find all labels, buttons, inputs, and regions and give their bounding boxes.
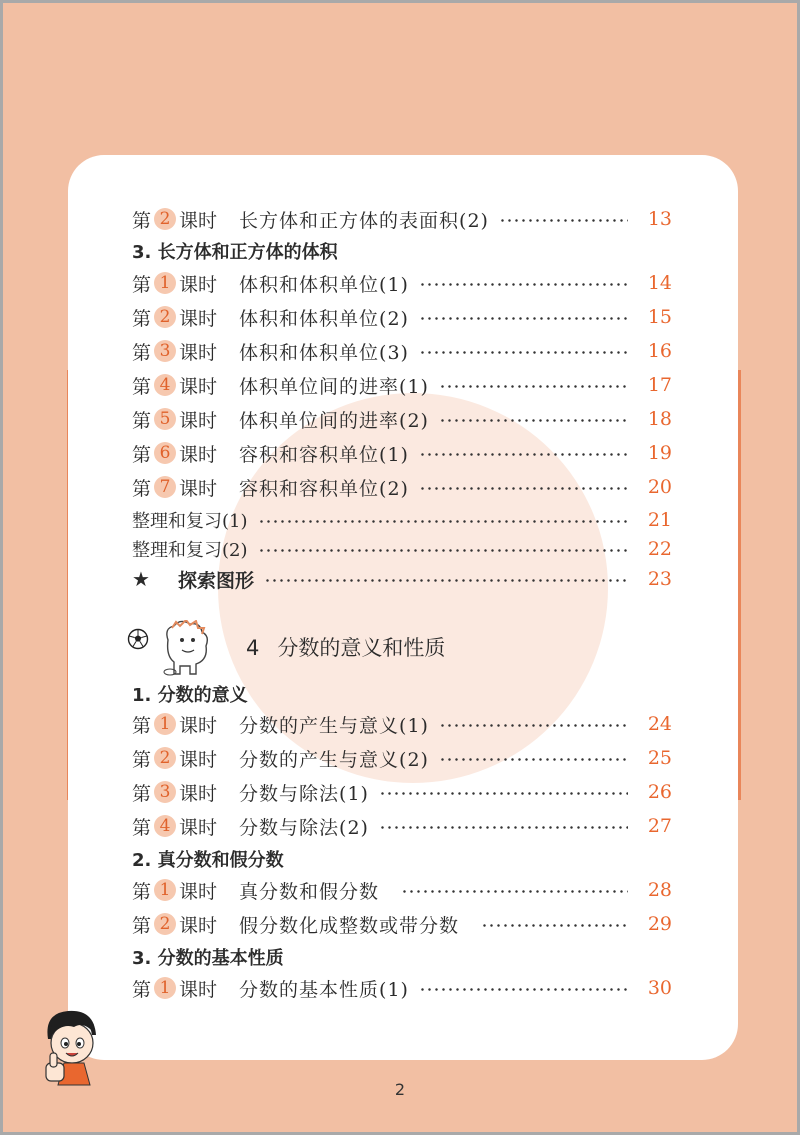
leader-dots [419,351,628,354]
lesson-number-badge: 6 [154,442,176,464]
toc-entry[interactable] [132,709,672,739]
entry-prefix: 第 [132,307,152,330]
entry-page: 23 [647,568,672,590]
lesson-number-badge: 4 [154,815,176,837]
toc-entry[interactable] [132,777,672,807]
entry-page: 17 [647,374,672,396]
entry-prefix: 第 [132,443,152,466]
leader-dots [379,826,628,829]
entry-unit: 课时 [179,477,218,500]
entry-prefix: 第 [132,375,152,398]
entry-page: 22 [647,538,672,560]
toc-entry[interactable] [132,268,672,298]
entry-page: 20 [647,476,672,498]
toc-entry[interactable] [132,472,672,502]
leader-dots [419,988,628,991]
toc-entry[interactable] [132,302,672,332]
entry-title: 体积和体积单位(1) [239,273,409,296]
entry-title: 体积单位间的进率(2) [239,409,429,432]
dinosaur-mascot-icon [160,620,216,678]
toc-entry[interactable] [132,973,672,1003]
lesson-number-badge: 1 [154,879,176,901]
lesson-number-badge: 2 [154,306,176,328]
entry-title: 分数与除法(2) [239,816,369,839]
unit-heading [246,632,463,662]
entry-unit: 课时 [179,816,218,839]
lesson-number-badge: 3 [154,781,176,803]
section-heading: 2. 真分数和假分数 [132,850,284,871]
toc-entry[interactable] [132,204,672,234]
leader-dots [439,724,628,727]
toc-entry-review[interactable] [132,534,672,564]
entry-prefix: 第 [132,880,152,903]
section-heading: 1. 分数的意义 [132,685,248,706]
entry-title: 体积和体积单位(2) [239,307,409,330]
entry-title: 容积和容积单位(1) [239,443,409,466]
entry-page: 15 [647,306,672,328]
entry-unit: 课时 [179,409,218,432]
page-number: 2 [394,1080,406,1099]
entry-unit: 课时 [179,341,218,364]
entry-unit: 课时 [179,978,218,1001]
boy-thumbs-up-icon [38,1005,108,1087]
entry-prefix: 第 [132,341,152,364]
soccer-ball-icon [127,628,149,650]
entry-page: 19 [647,442,672,464]
toc-entry[interactable] [132,743,672,773]
entry-page: 25 [647,747,672,769]
section-heading: 3. 长方体和正方体的体积 [132,242,338,263]
entry-title: 容积和容积单位(2) [239,477,409,500]
entry-page: 30 [647,977,672,999]
entry-unit: 课时 [179,307,218,330]
entry-title: 长方体和正方体的表面积(2) [239,209,489,232]
entry-title: 探索图形 [178,569,255,592]
leader-dots [379,792,628,795]
toc-entry[interactable] [132,336,672,366]
toc-entry[interactable] [132,438,672,468]
entry-unit: 课时 [179,880,218,903]
entry-unit: 课时 [179,443,218,466]
toc-entry[interactable] [132,909,672,939]
entry-page: 14 [647,272,672,294]
section-heading: 3. 分数的基本性质 [132,948,284,969]
lesson-number-badge: 1 [154,713,176,735]
toc-entry[interactable] [132,811,672,841]
leader-dots [419,453,628,456]
entry-page: 26 [647,781,672,803]
entry-page: 13 [647,208,672,230]
leader-dots [419,283,628,286]
leader-dots [419,317,628,320]
entry-prefix: 第 [132,273,152,296]
lesson-number-badge: 7 [154,476,176,498]
lesson-number-badge: 1 [154,272,176,294]
entry-prefix: 第 [132,409,152,432]
lesson-number-badge: 3 [154,340,176,362]
lesson-number-badge: 4 [154,374,176,396]
entry-unit: 课时 [179,273,218,296]
entry-title: 分数的产生与意义(2) [239,748,429,771]
entry-prefix: 第 [132,714,152,737]
toc-entry[interactable] [132,875,672,905]
entry-unit: 课时 [179,714,218,737]
entry-prefix: 第 [132,914,152,937]
entry-unit: 课时 [179,914,218,937]
entry-prefix: 第 [132,477,152,500]
leader-dots [439,758,628,761]
leader-dots [258,520,629,523]
entry-page: 18 [647,408,672,430]
toc-entry-review[interactable] [132,505,672,535]
lesson-number-badge: 2 [154,913,176,935]
entry-unit: 课时 [179,782,218,805]
entry-prefix: 第 [132,782,152,805]
toc-entry[interactable] [132,370,672,400]
entry-title: 真分数和假分数 [239,880,380,903]
entry-page: 24 [647,713,672,735]
entry-page: 28 [647,879,672,901]
leader-dots [419,487,628,490]
toc-entry[interactable] [132,404,672,434]
entry-prefix: 第 [132,748,152,771]
entry-page: 27 [647,815,672,837]
entry-unit: 课时 [179,375,218,398]
leader-dots [439,385,628,388]
leader-dots [481,924,628,927]
entry-unit: 课时 [179,209,218,232]
entry-unit: 课时 [179,748,218,771]
entry-title: 体积单位间的进率(1) [239,375,429,398]
leader-dots [401,890,628,893]
unit-number: 4 [246,636,260,660]
entry-page: 29 [647,913,672,935]
lesson-number-badge: 2 [154,208,176,230]
entry-title: 体积和体积单位(3) [239,341,409,364]
lesson-number-badge: 1 [154,977,176,999]
entry-title: 分数的产生与意义(1) [239,714,429,737]
entry-page: 16 [647,340,672,362]
lesson-number-badge: 2 [154,747,176,769]
entry-title: 分数与除法(1) [239,782,369,805]
entry-title: 假分数化成整数或带分数 [239,914,460,937]
leader-dots [264,579,628,582]
entry-prefix: 第 [132,816,152,839]
star-icon: ★ [132,567,150,591]
leader-dots [439,419,628,422]
entry-title: 整理和复习(1) [132,511,248,532]
toc-entry-explore[interactable] [132,564,672,594]
entry-page: 21 [647,509,672,531]
leader-dots [258,549,629,552]
entry-title: 分数的基本性质(1) [239,978,409,1001]
lesson-number-badge: 5 [154,408,176,430]
unit-title: 分数的意义和性质 [277,636,446,660]
leader-dots [499,219,628,222]
entry-title: 整理和复习(2) [132,540,248,561]
entry-prefix: 第 [132,209,152,232]
entry-prefix: 第 [132,978,152,1001]
